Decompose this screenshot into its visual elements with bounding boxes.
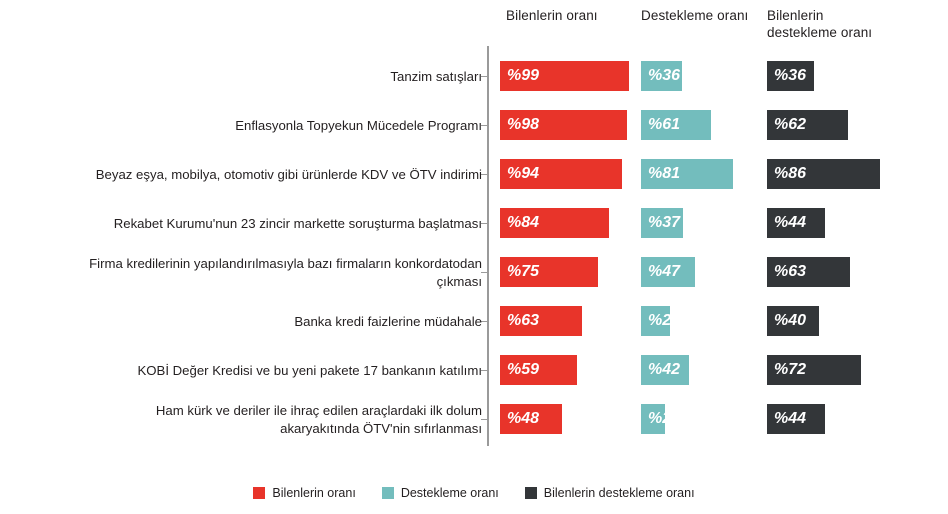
column-header-aware-support-line1: Bilenlerin <box>767 8 824 23</box>
bar-aware-support <box>767 61 814 91</box>
row-label-line1: Banka kredi faizlerine müdahale <box>294 313 482 329</box>
bar-value-label: %63 <box>774 263 807 280</box>
row-label <box>58 248 488 297</box>
bar-awareness <box>500 61 629 91</box>
bar-awareness <box>500 355 577 385</box>
legend-label: Bilenlerin destekleme oranı <box>543 486 695 500</box>
bar-support <box>641 61 682 91</box>
column-header-awareness: Bilenlerin oranı <box>506 8 598 23</box>
bar-aware-support <box>767 257 850 287</box>
chart-row <box>0 248 948 297</box>
legend-item <box>382 486 499 500</box>
bar-value-label: %75 <box>507 263 540 280</box>
bar-awareness <box>500 159 622 189</box>
bar-value-label: %25 <box>648 312 681 329</box>
legend-item <box>525 486 695 500</box>
column-header-aware-support-line2: destekleme oranı <box>767 24 873 40</box>
legend-swatch-awareness <box>253 487 265 499</box>
chart-row <box>0 199 948 248</box>
bar-value-label: %37 <box>648 214 681 231</box>
bar-aware-support <box>767 306 819 336</box>
bar-value-label: %36 <box>774 67 807 84</box>
row-label-line1: Tanzim satışları <box>390 68 482 84</box>
bar-awareness <box>500 404 562 434</box>
bar-value-label: %81 <box>648 165 681 182</box>
chart-row <box>0 297 948 346</box>
row-label <box>58 297 488 346</box>
bar-value-label: %84 <box>507 214 540 231</box>
bar-value-label: %63 <box>507 312 540 329</box>
bar-value-label: %61 <box>648 116 681 133</box>
bar-value-label: %44 <box>774 214 807 231</box>
bar-value-label: %62 <box>774 116 807 133</box>
bar-value-label: %99 <box>507 67 540 84</box>
bar-value-label: %47 <box>648 263 681 280</box>
bar-value-label: %36 <box>648 67 681 84</box>
legend-swatch-support <box>382 487 394 499</box>
column-header-support: Destekleme oranı <box>641 8 749 23</box>
bar-support <box>641 404 681 434</box>
legend-swatch-aware-support <box>525 487 537 499</box>
bar-value-label: %21 <box>648 410 681 427</box>
row-label <box>58 150 488 199</box>
bar-value-label: %44 <box>774 410 807 427</box>
bar-aware-support <box>767 110 848 140</box>
bar-awareness <box>500 306 582 336</box>
row-label <box>58 101 488 150</box>
row-label-line1: Rekabet Kurumu'nun 23 zincir markette soruşturma başlatması <box>113 215 482 231</box>
bar-aware-support <box>767 355 861 385</box>
row-label-line1: KOBİ Değer Kredisi ve bu yeni pakete 17 bankanın katılımı <box>137 362 482 378</box>
chart-row <box>0 395 948 444</box>
bar-support <box>641 355 689 385</box>
row-label-line1: Ham kürk ve deriler ile ihraç edilen araçlardaki ilk dolum <box>155 403 482 419</box>
row-label <box>58 395 488 444</box>
row-label <box>58 199 488 248</box>
row-label-line2: akaryakıtında ÖTV'nin sıfırlanması <box>280 420 482 436</box>
bar-awareness <box>500 208 609 238</box>
bar-support <box>641 306 681 336</box>
row-label <box>58 52 488 101</box>
bar-value-label: %98 <box>507 116 540 133</box>
bar-value-label: %42 <box>648 361 681 378</box>
legend-item <box>253 486 355 500</box>
chart-row <box>0 101 948 150</box>
bar-value-label: %59 <box>507 361 540 378</box>
chart-row <box>0 52 948 101</box>
bar-aware-support <box>767 208 825 238</box>
bar-support <box>641 257 695 287</box>
column-header-aware-support <box>767 8 877 42</box>
row-label-line1: Beyaz eşya, mobilya, otomotiv gibi ürünlerde KDV ve ÖTV indirimi <box>95 166 482 182</box>
bar-value-label: %48 <box>507 410 540 427</box>
row-label <box>58 346 488 395</box>
bar-support <box>641 110 711 140</box>
chart-rows <box>0 52 948 444</box>
bar-support <box>641 159 733 189</box>
legend-label: Destekleme oranı <box>400 486 499 500</box>
legend-label: Bilenlerin oranı <box>272 486 356 500</box>
chart-legend <box>0 486 948 500</box>
bar-value-label: %72 <box>774 361 807 378</box>
bar-support <box>641 208 683 238</box>
chart-row <box>0 346 948 395</box>
bar-value-label: %40 <box>774 312 807 329</box>
bar-value-label: %94 <box>507 165 540 182</box>
bar-value-label: %86 <box>774 165 807 182</box>
bar-awareness <box>500 110 627 140</box>
bar-awareness <box>500 257 598 287</box>
bar-aware-support <box>767 404 825 434</box>
row-label-line1: Enflasyonla Topyekun Mücedele Programı <box>235 117 482 133</box>
chart-row <box>0 150 948 199</box>
bar-aware-support <box>767 159 880 189</box>
row-label-line1: Firma kredilerinin yapılandırılmasıyla bazı firmaların konkordatodan çıkması <box>89 256 482 289</box>
